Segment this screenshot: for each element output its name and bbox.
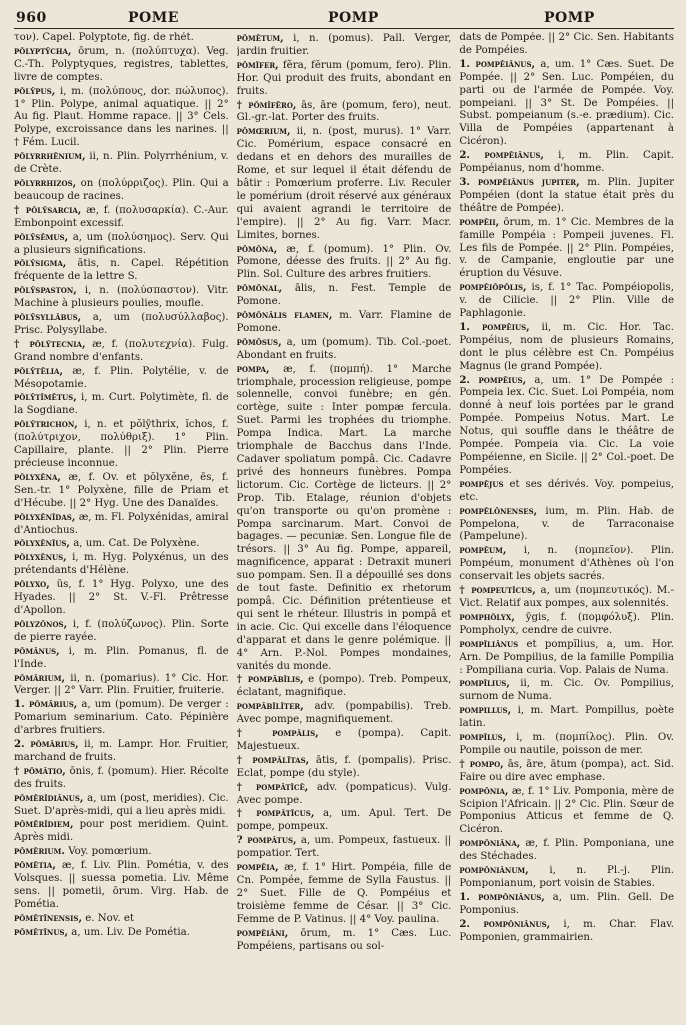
entry-definition: e (pompa). Capit. Majestueux. <box>236 728 452 752</box>
entry-definition: a, um (πολυσύλλαβος). Prisc. Polysyllabe. <box>14 312 229 336</box>
entry-headword: pompābĭlĭter, <box>236 700 304 713</box>
entry-headword: pompēia, <box>236 861 279 874</box>
dictionary-entry <box>237 363 452 674</box>
dictionary-entry <box>14 511 229 538</box>
entry-definition: a, um (πομπευτικός). M.-Vict. Relatif aux pompes, aux solennités. <box>459 585 674 609</box>
entry-headword: † pŏlȳsarcia, <box>14 203 82 216</box>
entry-definition: ās, āre (pomum, fero), neut. Gl.-gr.-lat. Porter des fruits. <box>236 99 452 124</box>
entry-headword: † pompo, <box>459 757 504 770</box>
dictionary-entry <box>237 32 452 59</box>
dictionary-entry <box>14 85 229 151</box>
entry-headword: pōmĕrīdiem, <box>14 818 74 831</box>
entry-definition: æ, f. (πολυσαρκία). C.-Aur. Embonpoint excessif. <box>14 204 229 229</box>
entry-headword: 1. pompēius, <box>459 320 530 333</box>
entry-definition: dats de Pompée. || 2° Cic. Sen. Habitants de Pompéies. <box>459 32 674 56</box>
entry-headword: pompēiŏpŏlis, <box>459 281 527 294</box>
dictionary-entry <box>14 338 229 365</box>
entry-definition: æ, f. (πομπή). 1° Marche triomphale, procession religieuse, pompe solennelle, convoi funèbre; en gén. cortège, suite : Inter pompæ fercula. Suet. Parmi les trophées du triomphe. Pompa Indica. Mart. La marche triomphale de Bacchus dans l'Inde. Cadaver spoliatum pompâ. Cic. Cadavre privé des honneurs funèbres. Pompa lictorum. Cic. Cortège de licteurs. || 2° Prop. Tib. Etalage, réunion d'objets qu'on transporte ou qu'on promène : Pompa sarcinarum. Mart. Convoi de bagages. — pecuniæ. Sen. Longue file de trésors. || 3° Au fig. Pompe, appareil, magnificence, apparat : Detraxit muneri suo pompam. Sen. Il a dépouillé ses dons de tout faste. Definitio ex rhetorum pompâ. Cic. Définition prétentieuse et qui sent le rhéteur. Illustris in pompâ et in acie. Cic. Qui excelle dans l'éloquence d'apparat et dans le genre polémique. || 4° Arn. P.-Nol. Pompes mondaines, vanités du monde. <box>236 363 452 672</box>
dictionary-entry <box>14 698 229 738</box>
entry-headword: † pompātĭcē, <box>236 780 309 793</box>
header-word-left: POME <box>128 10 179 26</box>
entry-definition: ii, m. Cic. Ov. Pompilius, surnom de Numa. <box>459 678 674 703</box>
entry-definition: et ses dérivés. Voy. pompeius, etc. <box>459 478 674 503</box>
entry-definition: a, um. Cat. De Polyxène. <box>73 538 200 550</box>
dictionary-entry <box>459 611 674 638</box>
entry-headword: pompōniānum, <box>459 864 529 877</box>
entry-definition: ii, n. Plin. Polyrrhénium, v. de Crète. <box>14 151 229 176</box>
entry-headword: pōmœrium, <box>236 125 291 138</box>
dictionary-entry <box>14 912 229 926</box>
entry-definition: a, um (post, meridies). Cic. Suet. D'après-midi, qui a lieu après midi. <box>14 792 229 817</box>
dictionary-entry <box>459 58 674 149</box>
entry-headword: pompĭlus, <box>459 731 507 744</box>
dictionary-entry <box>237 243 452 283</box>
dictionary-entry <box>14 365 229 392</box>
entry-definition: æ, f. 1° Hirt. Pompéia, fille de Cn. Pompée, femme de Sylla Faustus. || 2° Suet. Fille de Q. Pompéius et troisième femme de César. || 3° Cic. Femme de P. Vatinus. || 4° Voy. paulina. <box>236 862 452 925</box>
entry-headword: pōmĭfer, <box>236 58 279 71</box>
entry-headword: pompa, <box>236 362 270 375</box>
entry-headword: pōmētīnensis, <box>14 911 82 924</box>
dictionary-entry <box>14 45 229 85</box>
entry-definition: i, n. (pomus). Pall. Verger, jardin fruitier. <box>236 33 452 57</box>
entry-definition: is, f. 1° Tac. Pompéiopolis, v. de Cilicie. || 2° Plin. Ville de Paphlagonie. <box>459 282 674 320</box>
entry-headword: pŏlyxĕna, <box>14 470 61 483</box>
entry-definition: ii, m. Lampr. Hor. Fruitier, marchand de fruits. <box>14 739 229 763</box>
entry-definition: fĕra, fĕrum (pomum, fero). Plin. Hor. Qui produit des fruits, abondant en fruits. <box>236 59 452 97</box>
entry-definition: ătis, n. Capel. Répétition fréquente de la lettre S. <box>14 258 229 283</box>
entry-definition: æ, f. 1° Liv. Pomponia, mère de Scipion l'Africain. || 2° Cic. Plin. Sœur de Pomponius Atticus et femme de Q. Cicéron. <box>459 785 674 836</box>
entry-definition: a, um. Liv. De Pométia. <box>71 926 190 938</box>
entry-definition: i, m. Char. Flav. Pomponien, grammairien. <box>459 918 674 943</box>
entry-definition: adv. (pompabilis). Treb. Avec pompe, magnifiquement. <box>236 701 452 726</box>
entry-headword: pŏlyptȳcha, <box>14 44 72 57</box>
dictionary-entry <box>14 926 229 940</box>
entry-headword: pompōniāna, <box>459 837 521 850</box>
entry-definition: i, n. (πολύσπαστον). Vitr. Machine à plusieurs poulies, moufle. <box>14 285 229 310</box>
entry-headword: pōmōnal, <box>236 282 283 295</box>
dictionary-entry <box>459 374 674 478</box>
entry-headword: pŏlyxĕnĭdas, <box>14 510 76 523</box>
entry-headword: 2. pompōniānus, <box>459 917 551 930</box>
dictionary-entry <box>14 645 229 672</box>
entry-definition: i, n. Pl.-j. Plin. Pomponianum, port voisin de Stabies. <box>459 865 674 889</box>
dictionary-entry <box>14 792 229 819</box>
dictionary-entry <box>14 551 229 578</box>
entry-definition: i, n. (πομπεῖον). Plin. Pompéum, monument d'Athènes où l'on conservait les objets sacrés. <box>459 545 674 583</box>
entry-headword: 2. pōmārius, <box>14 738 79 751</box>
dictionary-entry <box>459 544 674 584</box>
dictionary-entry <box>237 59 452 99</box>
entry-definition: i, m. Plin. Pomanus, fl. de l'Inde. <box>14 645 229 670</box>
entry-headword: pŏlȳsyllăbus, <box>14 311 82 324</box>
columns <box>14 32 674 1022</box>
entry-definition: m. Plin. Jupiter Pompéien (dont la statue était près du théâtre de Pompée). <box>459 176 674 214</box>
entry-definition: ātis, f. (pompalis). Prisc. Eclat, pompe (du style). <box>236 754 452 779</box>
entry-headword: pŏlyxēnĭus, <box>14 537 70 550</box>
dictionary-entry <box>14 177 229 204</box>
entry-headword: pŏlȳsigma, <box>14 257 67 270</box>
entry-definition: æ, f. (πολυτεχνία). Fulg. Grand nombre d'enfants. <box>14 338 229 363</box>
dictionary-entry <box>14 391 229 418</box>
entry-definition: æ, m. Fl. Polyxénidas, amiral d'Antiochus. <box>14 511 229 536</box>
entry-headword: pompōnia, <box>459 784 509 797</box>
dictionary-entry <box>459 281 674 321</box>
dictionary-entry <box>459 216 674 282</box>
entry-headword: pŏlyrrhizos, <box>14 176 77 189</box>
column-1 <box>14 32 229 1022</box>
entry-definition: ȳgis, f. (πομφόλυξ). Plin. Pompholyx, cendre de cuivre. <box>459 611 674 636</box>
entry-headword: 1. pōmārius, <box>14 698 78 711</box>
entry-definition: e (pompo). Treb. Pompeux, éclatant, magnifique. <box>236 674 452 699</box>
entry-definition: ūs, f. 1° Hyg. Polyxo, une des Hyades. || 2° St. V.-Fl. Prêtresse d'Apollon. <box>14 579 229 616</box>
entry-definition: τον). Capel. Polyptote, fig. de rhét. <box>14 32 194 43</box>
dictionary-entry <box>459 638 674 678</box>
dictionary-entry <box>459 677 674 704</box>
dictionary-entry <box>237 754 452 781</box>
dictionary-entry <box>14 578 229 618</box>
dictionary-entry <box>14 231 229 258</box>
entry-definition: ium, m. Plin. Hab. de Pompelona, v. de Tarraconaise (Pampelune). <box>459 505 674 543</box>
entry-headword: † pŏlȳtecnia, <box>14 337 86 350</box>
entry-definition: i, n. et pŏlȳthrix, ĭchos, f. (πολύτριχον, πολύθριξ). 1° Plin. Capillaire, plante. || 2° Plin. Pierre précieuse inconnue. <box>14 419 229 469</box>
dictionary-entry <box>237 282 452 309</box>
dictionary-entry <box>459 704 674 731</box>
entry-headword: † pompātĭcus, <box>236 807 315 820</box>
entry-definition: i, m. (πολύπους, dor. πώλυπος). 1° Plin. Polype, animal aquatique. || 2° Au fig. Plaut. Homme rapace. || 3° Cels. Polype, excroissance dans les narines. || † Fém. Lucil. <box>14 85 229 149</box>
dictionary-entry <box>14 618 229 645</box>
dictionary-entry <box>237 309 452 336</box>
entry-definition: on (πολύρριζος). Plin. Qui a beaucoup de racines. <box>14 177 229 202</box>
entry-definition: ōnis, f. (pomum). Hier. Récolte des fruits. <box>14 765 229 790</box>
dictionary-entry <box>237 927 452 954</box>
dictionary-entry <box>459 758 674 785</box>
entry-definition: æ, f. Ov. et pŏlyxĕne, ēs, f. Sen.-tr. 1° Polyxène, fille de Priam et d'Hécube. || 2° Hyg. Une des Danaïdes. <box>14 471 229 509</box>
dictionary-entry <box>459 785 674 838</box>
entry-headword: 2. pompēiānus, <box>459 149 544 162</box>
dictionary-entry <box>459 864 674 891</box>
dictionary-entry <box>459 584 674 611</box>
dictionary-entry <box>14 859 229 912</box>
dictionary-entry <box>237 834 452 861</box>
entry-definition: et pompĭlius, a, um. Hor. Arn. De Pompilius, de la famille Pompilia : Pompiliana curia. Vop. Palais de Numa. <box>459 638 674 676</box>
dictionary-entry <box>14 311 229 338</box>
dictionary-entry <box>459 176 674 216</box>
entry-headword: pŏlȳpus, <box>14 84 56 97</box>
entry-headword: † pompābĭlis, <box>236 673 304 686</box>
entry-headword: † pompālis, <box>236 727 319 740</box>
entry-definition: ās, āre, ātum (pompa), act. Sid. Faire ou dire avec emphase. <box>459 758 674 783</box>
entry-headword: pŏlȳsēmus, <box>14 230 69 243</box>
entry-headword: pōmētia, <box>14 859 56 872</box>
entry-headword: pŏlyrrhēnium, <box>14 150 86 163</box>
entry-definition: i, m. Hyg. Polyxénus, un des prétendants d'Hélène. <box>14 552 229 577</box>
entry-headword: pŏlyzōnos, <box>14 617 68 630</box>
dictionary-entry <box>459 321 674 374</box>
dictionary-entry <box>237 861 452 927</box>
entry-definition: i, f. (πολύζωνος). Plin. Sorte de pierre rayée. <box>14 618 229 643</box>
entry-definition: æ, f. Plin. Polytélie, v. de Mésopotamie. <box>14 365 229 390</box>
entry-definition: ii, n. (pomarius). 1° Cic. Hor. Verger. || 2° Varr. Plin. Fruitier, fruiterie. <box>14 672 229 697</box>
entry-definition: e. Nov. et <box>85 912 134 924</box>
header-word-right: POMP <box>544 10 595 26</box>
entry-headword: pŏlȳtēlia, <box>14 364 63 377</box>
entry-definition: ii, m. Cic. Hor. Tac. Pompéius, nom de plusieurs Romains, dont le plus célèbre est Cn. Pompéius Magnus (le grand Pompée). <box>459 321 674 372</box>
dictionary-entry <box>459 918 674 945</box>
entry-definition: ōrum, n. (πολύπτυχα). Veg. C.-Th. Polyptyques, registres, tablettes, livre de comptes. <box>14 45 229 83</box>
dictionary-entry <box>14 672 229 699</box>
dictionary-entry <box>14 738 229 765</box>
dictionary-entry <box>237 727 452 754</box>
entry-definition: a, um (pomum). De verger : Pomarium seminarium. Cato. Pépinière d'arbres fruitiers. <box>14 699 229 737</box>
running-header <box>14 6 674 29</box>
dictionary-entry <box>459 731 674 758</box>
entry-headword: pompĭliānus <box>459 637 519 650</box>
entry-definition: ōrum, m. 1° Cic. Membres de la famille Pompéia : Pompeii juvenes. Fl. Les fils de Pompée. || 2° Plin. Pompéies, v. de Campanie, engloutie par une éruption du Vésuve. <box>459 216 674 280</box>
entry-definition: pour post meridiem. Quint. Après midi. <box>14 819 229 844</box>
entry-headword: pompillus, <box>459 704 512 717</box>
dictionary-entry <box>459 149 674 176</box>
dictionary-entry <box>237 700 452 727</box>
entry-definition: adv. (pompaticus). Vulg. Avec pompe. <box>236 781 452 806</box>
entry-definition: ālis, n. Fest. Temple de Pomone. <box>236 283 452 308</box>
column-2 <box>237 32 452 1022</box>
entry-headword: pompēii, <box>459 215 500 228</box>
entry-definition: Voy. pomœrium. <box>68 846 152 858</box>
entry-headword: pŏlȳtīmētus, <box>14 391 77 404</box>
entry-headword: † pōmātio, <box>14 764 66 777</box>
entry-headword: pŏlȳtrichon, <box>14 418 78 431</box>
entry-definition: ii, n. (post, murus). 1° Varr. Cic. Pomérium, espace consacré en dedans et en dehors des murailles de Rome, et sur lequel il était défendu de bâtir : Pomœrium proferre. Liv. Reculer le pomérium (droit réservé aux généraux qui avaient agrandi le territoire de l'empire). || 2° Au fig. Varr. Macr. Limites, bornes. <box>236 126 452 241</box>
entry-definition: i, m. Mart. Pompillus, poète latin. <box>459 705 674 730</box>
entry-definition: a, um. Plin. Gell. De Pomponius. <box>459 891 674 916</box>
entry-headword: pompējus <box>459 477 504 490</box>
dictionary-entry <box>237 807 452 834</box>
dictionary-entry <box>459 478 674 505</box>
dictionary-entry <box>237 125 452 242</box>
dictionary-entry <box>14 284 229 311</box>
dictionary-entry <box>237 99 452 126</box>
entry-definition: æ, f. (pomum). 1° Plin. Ov. Pomone, déesse des fruits. || 2° Au fig. Plin. Sol. Culture des arbres fruitiers. <box>236 243 452 281</box>
entry-definition: ōrum, m. 1° Cæs. Luc. Pompéiens, partisans ou sol- <box>236 927 452 952</box>
entry-headword: 1. pompēiānus, <box>459 57 536 70</box>
entry-headword: † pompālĭtas, <box>236 753 310 766</box>
entry-definition: æ, f. Liv. Plin. Pométia, v. des Volsques. || suessa pometia. Liv. Même sens. || pometii, ōrum. Virg. Hab. de Pométia. <box>14 860 229 910</box>
entry-definition: i, m. (πομπίλος). Plin. Ov. Pompile ou nautile, poisson de mer. <box>459 732 674 756</box>
entry-headword: ? pompātus, <box>236 834 297 847</box>
entry-definition: a, um. Apul. Tert. De pompe, pompeux. <box>236 808 452 833</box>
entry-headword: pompēiāni, <box>236 926 289 939</box>
entry-headword: pōmānus, <box>14 644 60 657</box>
entry-definition: a, um (πολύσημος). Serv. Qui a plusieurs significations. <box>14 231 229 256</box>
dictionary-entry <box>14 765 229 792</box>
entry-definition: m. Varr. Flamine de Pomone. <box>236 310 452 334</box>
dictionary-entry <box>459 32 674 58</box>
dictionary-entry <box>14 471 229 511</box>
dictionary-entry <box>14 32 229 45</box>
dictionary-entry <box>14 150 229 177</box>
entry-headword: pōmōnālis flamen, <box>236 309 333 322</box>
dictionary-entry <box>14 818 229 845</box>
dictionary-entry <box>237 781 452 808</box>
entry-headword: pōmōsus, <box>236 335 282 348</box>
entry-definition: i, m. Curt. Polytimète, fl. de la Sogdiane. <box>14 392 229 417</box>
entry-headword: † pompeutĭcus, <box>459 584 536 597</box>
entry-definition: a, um (pomum). Tib. Col.-poet. Abondant en fruits. <box>236 336 452 361</box>
entry-definition: a, um. Pompeux, fastueux. || pompatior. Tert. <box>236 835 452 860</box>
dictionary-entry <box>237 336 452 363</box>
dictionary-entry <box>14 537 229 551</box>
entry-headword: pōmētum, <box>236 32 284 44</box>
dictionary-entry <box>14 204 229 231</box>
entry-headword: pomphŏlyx, <box>459 610 515 623</box>
dictionary-entry <box>459 505 674 545</box>
entry-headword: pompĕlōnenses, <box>459 504 538 517</box>
entry-headword: pŏlyxēnus, <box>14 551 67 564</box>
dictionary-entry <box>14 845 229 859</box>
column-3 <box>459 32 674 1022</box>
entry-headword: pōmērium. <box>14 845 65 858</box>
entry-definition: i, m. Plin. Capit. Pompéianus, nom d'homme. <box>459 150 674 175</box>
entry-definition: æ, f. Plin. Pomponiana, une des Stéchades. <box>459 838 674 863</box>
entry-headword: pōmōna, <box>236 242 278 255</box>
dictionary-entry <box>459 891 674 918</box>
entry-headword: pōmārium, <box>14 671 66 684</box>
entry-headword: 1. pompōniānus, <box>459 890 545 903</box>
dictionary-entry <box>14 418 229 471</box>
entry-headword: 3. pompēiānus jupiter, <box>459 175 580 188</box>
page-number: 960 <box>16 10 47 26</box>
entry-headword: pōmētīnus, <box>14 925 69 938</box>
entry-headword: † pōmĭfĕro, <box>236 98 297 111</box>
entry-headword: pompĭlius, <box>459 677 510 690</box>
dictionary-entry <box>459 837 674 864</box>
dictionary-entry <box>237 673 452 700</box>
entry-headword: pŏlyxo, <box>14 578 50 591</box>
entry-definition: a, um. 1° De Pompée : Pompeia lex. Cic. Suet. Loi Pompéia, nom donné à neuf lois portées par le grand Pompée. Pompeius Notus. Mart. Le Notus, qui souffle dans le théâtre de Pompée. Pompeia via. Cic. La voie Pompéienne, en Sicile. || 2° Col.-poet. De Pompéies. <box>459 374 674 476</box>
header-word-center: POMP <box>328 10 379 26</box>
entry-headword: pōmĕrīdiānus, <box>14 791 84 804</box>
entry-headword: pompēum, <box>459 544 507 557</box>
entry-headword: pŏlȳspaston, <box>14 284 77 297</box>
entry-headword: 2. pompēius, <box>459 373 527 386</box>
entry-definition: a, um. 1° Cæs. Suet. De Pompée. || 2° Sen. Luc. Pompéien, du parti ou de l'armée de Pompée. Voy. pompeiani. || 3° St. De Pompéies. || Subst. pompeianum (s.-e. prædium). Cic. Villa de Pompéies (appartenant à Cicéron). <box>459 58 674 148</box>
dictionary-entry <box>14 257 229 284</box>
